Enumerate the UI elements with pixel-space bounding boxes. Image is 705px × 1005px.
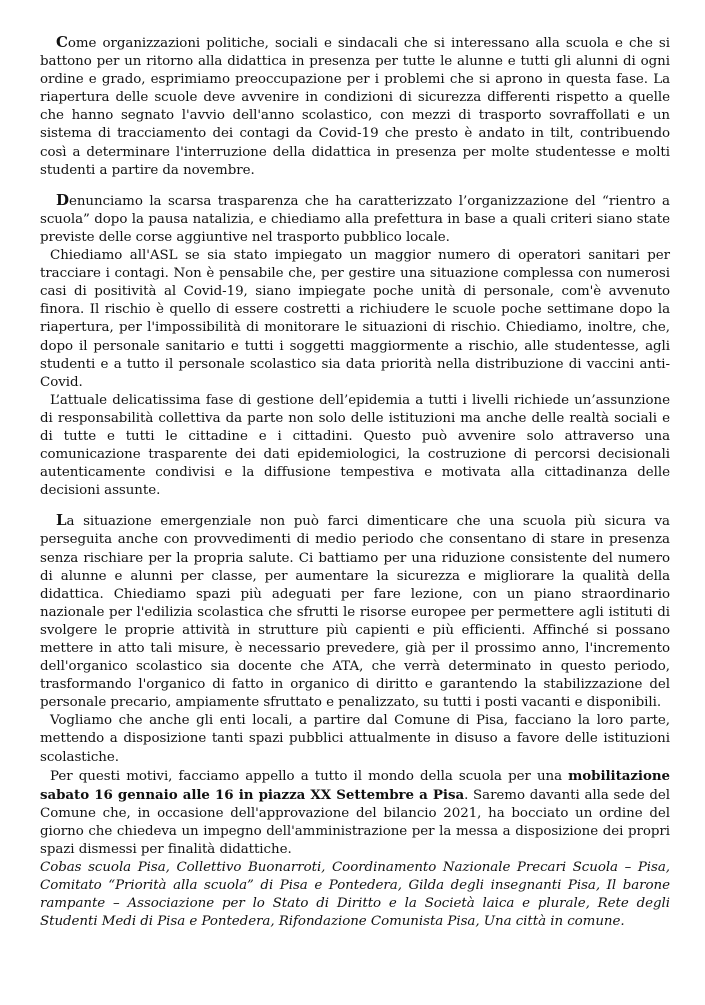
signatories: Cobas scuola Pisa, Collettivo Buonarroti, Coordinamento Nazionale Precari Scuola – Pisa, Comitato “Priorità alla scuola” di Pisa e Pontedera, Gilda degli insegnanti Pisa, Il barone rampante – Associazione per lo Stato di Diritto e la Società laica e plurale, Rete degli Studenti Medi di Pisa e Pontedera, Rifondazione Comunista Pisa, Una città in comune.	[40, 860, 670, 930]
paragraph-text: Vogliamo che anche gli enti locali, a partire dal Comune di Pisa, facciano la loro parte, mettendo a disposizione tanti spazi pubblici attualmente in disuso a favore delle istituzioni scolastiche.	[40, 713, 670, 765]
document-body	[40, 33, 670, 932]
dropcap: D	[56, 190, 69, 209]
paragraph-text: Chiediamo all'ASL se sia stato impiegato un maggior numero di operatori sanitari per tracciare i contagi. Non è pensabile che, per gestire una situazione complessa con numerosi casi di positività al Covid-19, siano impiegate poche unità di personale, com'è avvenuto finora. Il rischio è quello di essere costretti a richiudere le scuole poche settimane dopo la riapertura, per l'impossibilità di monitorare le situazioni di rischio. Chiediamo, inoltre, che, dopo il personale sanitario e tutti i soggetti maggiormente a rischio, alle studentesse, agli studenti e a tutto il personale scolastico sia data priorità nella distribuzione di vaccini anti-Covid.	[40, 248, 670, 390]
paragraph-text: L’attuale delicatissima fase di gestione dell’epidemia a tutti i livelli richiede un’assunzione di responsabilità collettiva da parte non solo delle istituzioni ma anche delle realtà sociali e di tutte e tutti le cittadine e i cittadini. Questo può avvenire solo attraverso una comunicazione trasparente dei dati epidemiologici, la costruzione di percorsi decisionali autenticamente condivisi e la diffusione tempestiva e motivata alla cittadinanza delle decisioni assunte.	[40, 392, 670, 499]
paragraph-text: . Saremo davanti alla sede del Comune che, in occasione dell'approvazione del bilancio 2021, ha bocciato un ordine del giorno che chiedeva un impegno dell'amministrazione per la messa a disposizione dei propri spazi dismessi per finalità didattiche.	[40, 787, 671, 858]
paragraph-text: ome organizzazioni politiche, sociali e sindacali che si interessano alla scuola e che si battono per un ritorno alla didattica in presenza per tutte le alunne e tutti gli alunni di ogni ordine e grado, esprimiamo preoccupazione per i problemi che si aprono in questa fase. La riapertura delle scuole deve avvenire in condizioni di sicurezza differenti rispetto a quelle che hanno segnato l'avvio dell'anno scolastico, con mezzi di trasporto sovraffollati e un sistema di tracciamento dei contagi da Covid-19 che presto è andato in tilt, contribuendo così a determinare l'interruzione della didattica in presenza per molte studentesse e molti studenti a partire da novembre.	[40, 36, 670, 178]
paragraph-situazione	[40, 511, 670, 712]
paragraph-intro	[40, 33, 670, 180]
paragraph-text: enunciamo la scarsa trasparenza che ha caratterizzato l’organizzazione del “rientro a scuola” dopo la pausa natalizia, e chiediamo alla prefettura in base a quali criteri siano state previste delle corse aggiuntive nel trasporto pubblico locale.	[40, 193, 670, 245]
mobilitazione-highlight: mobilitazione sabato 16 gennaio alle 16 in piazza XX Settembre a Pisa	[40, 767, 670, 803]
paragraph-text: a situazione emergenziale non può farci dimenticare che una scuola più sicura va perseguita anche con provvedimenti di medio periodo che consentano di stare in presenza senza rischiare per la propria salute. Ci battiamo per una riduzione consistente del numero di alunne e alunni per classe, per aumentare la sicurezza e migliorare la qualità della didattica. Chiediamo spazi più adeguati per fare lezione, con un piano straordinario nazionale per l'edilizia scolastica che sfrutti le risorse europee per permettere agli istituti di svolgere le proprie attività in strutture più capienti e più efficienti. Affinché si possano mettere in atto tali misure, è necessario prevedere, già per il prossimo anno, l'incremento dell'organico scolastico sia docente che ATA, che verrà determinato in questo periodo, trasformando l'organico di fatto in organico di diritto e garantendo la stabilizzazione del personale precario, ampiamente sfruttato e penalizzato, su tutti i posti vacanti e disponibili.	[40, 514, 670, 711]
paragraph-appello	[40, 767, 670, 859]
dropcap: L	[56, 511, 67, 530]
dropcap: C	[56, 33, 68, 51]
paragraph-text: Per questi motivi, facciamo appello a tutto il mondo della scuola per una	[50, 768, 569, 784]
paragraph-epidemia	[40, 392, 670, 501]
paragraph-asl	[40, 247, 670, 392]
paragraph-enti-locali	[40, 712, 670, 766]
paragraph-denuncia	[40, 191, 670, 247]
